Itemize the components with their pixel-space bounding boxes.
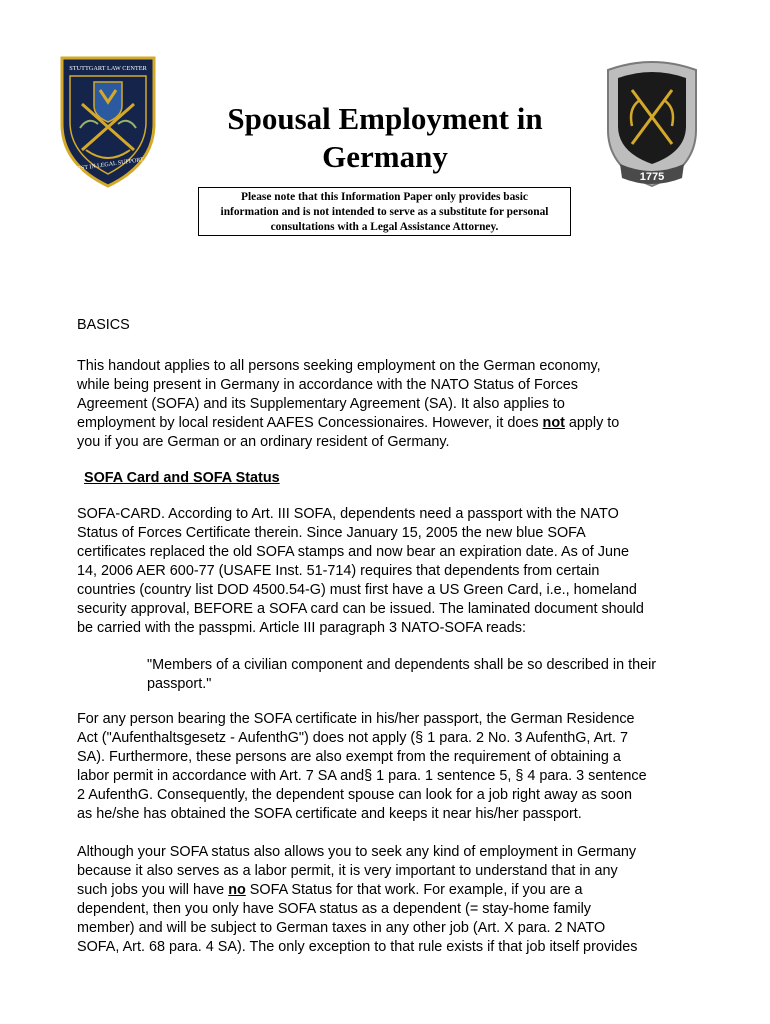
title-line-1: Spousal Employment in [227,101,543,136]
paragraph-line [77,881,717,900]
paragraph-line: For any person bearing the SOFA certificate in his/her passport, the German Residence [77,711,635,727]
paragraph-line: Agreement (SOFA) and its Supplementary Agreement (SA). It also applies to [77,396,565,412]
paragraph-line: This handout applies to all persons seeking employment on the German economy, [77,358,601,374]
paragraph-line: SOFA-CARD. According to Art. III SOFA, dependents need a passport with the NATO [77,506,619,522]
page-title [170,100,600,176]
sofa-paragraph-1 [77,505,717,638]
quote-line: "Members of a civilian component and dependents shall be so described in their [147,657,657,673]
line-text: SOFA Status for that work. For example, if you are a [245,882,583,898]
paragraph-line: you if you are German or an ordinary resident of Germany. [77,434,450,450]
crest-label-top: STUTTGART LAW CENTER [69,65,147,72]
paragraph-line: Act ("Aufenthaltsgesetz - AufenthG") does not apply (§ 1 para. 2 No. 3 AufenthG, Art. 7 [77,730,628,746]
disclaimer-line-3: consultations with a Legal Assistance Attorney. [270,221,499,233]
disclaimer-line-1: Please note that this Information Paper only provides basic [241,191,528,203]
paragraph-line: Although your SOFA status also allows you to seek any kind of employment in Germany [77,844,637,860]
jag-corps-crest-icon [604,56,700,190]
quote-line: passport." [147,676,212,692]
paragraph-line: dependent, then you only have SOFA status as a dependent (= stay-home family [77,901,591,917]
section-heading-sofa: SOFA Card and SOFA Status [84,470,280,486]
sofa-paragraph-3 [77,843,717,957]
paragraph-line: SA). Furthermore, these persons are also exempt from the requirement of obtaining a [77,749,621,765]
emphasis-not: not [542,415,565,431]
line-text: employment by local resident AAFES Concessionaires. However, it does [77,415,543,431]
crest-label-bottom: FIRST IN LEGAL SUPPORT [71,156,145,174]
disclaimer-line-2: information and is not intended to serve as a substitute for personal [220,206,549,218]
paragraph-line: labor permit in accordance with Art. 7 SA and§ 1 para. 1 sentence 5, § 4 para. 3 sentence [77,768,647,784]
title-line-2: Germany [322,139,448,174]
sofa-paragraph-2 [77,710,717,824]
section-heading-basics: BASICS [77,317,130,333]
stuttgart-law-center-crest-icon [58,54,158,190]
line-text: apply to [564,415,620,431]
paragraph-line: security approval, BEFORE a SOFA card can be issued. The laminated document should [77,601,644,617]
paragraph-line: Status of Forces Certificate therein. Since January 15, 2005 the new blue SOFA [77,525,586,541]
paragraph-line: countries (country list DOD 4500.54-G) must first have a US Green Card, i.e., homeland [77,582,637,598]
paragraph-line: as he/she has obtained the SOFA certificate and keeps it near his/her passport. [77,806,582,822]
paragraph-line [77,414,717,433]
line-text: such jobs you will have [77,882,229,898]
paragraph-line: SOFA, Art. 68 para. 4 SA). The only exception to that rule exists if that job itself provides [77,939,638,955]
sofa-quote [147,656,707,694]
basics-paragraph [77,357,717,452]
paragraph-line: 2 AufenthG. Consequently, the dependent spouse can look for a job right away as soon [77,787,632,803]
paragraph-line: be carried with the passpmi. Article III paragraph 3 NATO-SOFA reads: [77,620,526,636]
paragraph-line: member) and will be subject to German taxes in any other job (Art. X para. 2 NATO [77,920,606,936]
crest-year: 1775 [639,171,665,183]
disclaimer-box [198,187,571,236]
paragraph-line: while being present in Germany in accordance with the NATO Status of Forces [77,377,578,393]
paragraph-line: certificates replaced the old SOFA stamps and now bear an expiration date. As of June [77,544,629,560]
paragraph-line: because it also serves as a labor permit, it is very important to understand that in any [77,863,618,879]
emphasis-no: no [228,882,246,898]
paragraph-line: 14, 2006 AER 600-77 (USAFE Inst. 51-714) requires that dependents from certain [77,563,600,579]
